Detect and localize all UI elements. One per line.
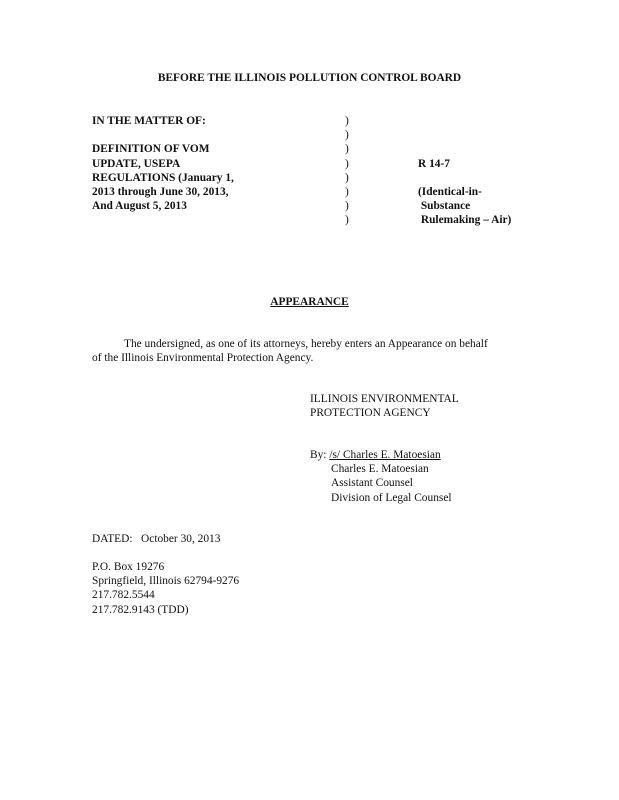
electronic-signature: /s/ Charles E. Matoesian (329, 449, 441, 461)
caption-paren: ) (345, 214, 349, 227)
agency-block (310, 392, 459, 420)
caption-paren: ) (345, 171, 349, 184)
city-line: Springfield, Illinois 62794-9276 (92, 575, 240, 588)
case-number: R 14-7 (418, 157, 450, 170)
caption-parentheses (345, 114, 349, 228)
appearance-title: APPEARANCE (270, 296, 349, 308)
tdd-number: 217.782.9143 (TDD) (92, 603, 189, 616)
caption-line: REGULATIONS (January 1, (92, 171, 234, 184)
agency-line: ILLINOIS ENVIRONMENTAL (310, 393, 459, 405)
document-heading: BEFORE THE ILLINOIS POLLUTION CONTROL BOARD (157, 72, 462, 84)
phone-number: 217.782.5544 (92, 589, 155, 602)
caption-line: DEFINITION OF VOM (92, 143, 210, 156)
caption-line: And August 5, 2013 (92, 200, 187, 213)
caption-paren: ) (345, 115, 349, 127)
body-line: The undersigned, as one of its attorneys, hereby enters an Appearance on behalf (124, 338, 488, 350)
appearance-body (92, 337, 522, 365)
caption-line: IN THE MATTER OF: (92, 115, 206, 127)
signer-name: Charles E. Matoesian (331, 463, 429, 476)
dated-line: DATED: October 30, 2013 (92, 533, 221, 545)
caption-paren: ) (345, 200, 349, 213)
caption-line (92, 213, 234, 227)
po-box: P.O. Box 19276 (92, 561, 165, 573)
agency-line: PROTECTION AGENCY (310, 407, 431, 420)
signer-division: Division of Legal Counsel (331, 491, 452, 504)
caption-line (92, 128, 234, 142)
caption-line: 2013 through June 30, 2013, (92, 185, 229, 198)
proceeding-type-line: Rulemaking – Air) (418, 214, 512, 227)
proceeding-type-line: Substance (418, 200, 471, 213)
body-line: of the Illinois Environmental Protection Agency. (92, 352, 314, 365)
caption-paren: ) (345, 185, 349, 198)
caption-paren: ) (345, 129, 349, 142)
proceeding-type-line: (Identical-in- (418, 185, 482, 198)
case-caption-right (418, 114, 511, 228)
caption-paren: ) (345, 157, 349, 170)
case-caption-left (92, 114, 234, 228)
caption-line: UPDATE, USEPA (92, 157, 181, 170)
mailing-address (92, 560, 239, 617)
signature-block (310, 448, 452, 505)
caption-paren: ) (345, 143, 349, 156)
by-label: By: (310, 449, 327, 461)
signer-title: Assistant Counsel (331, 477, 413, 490)
